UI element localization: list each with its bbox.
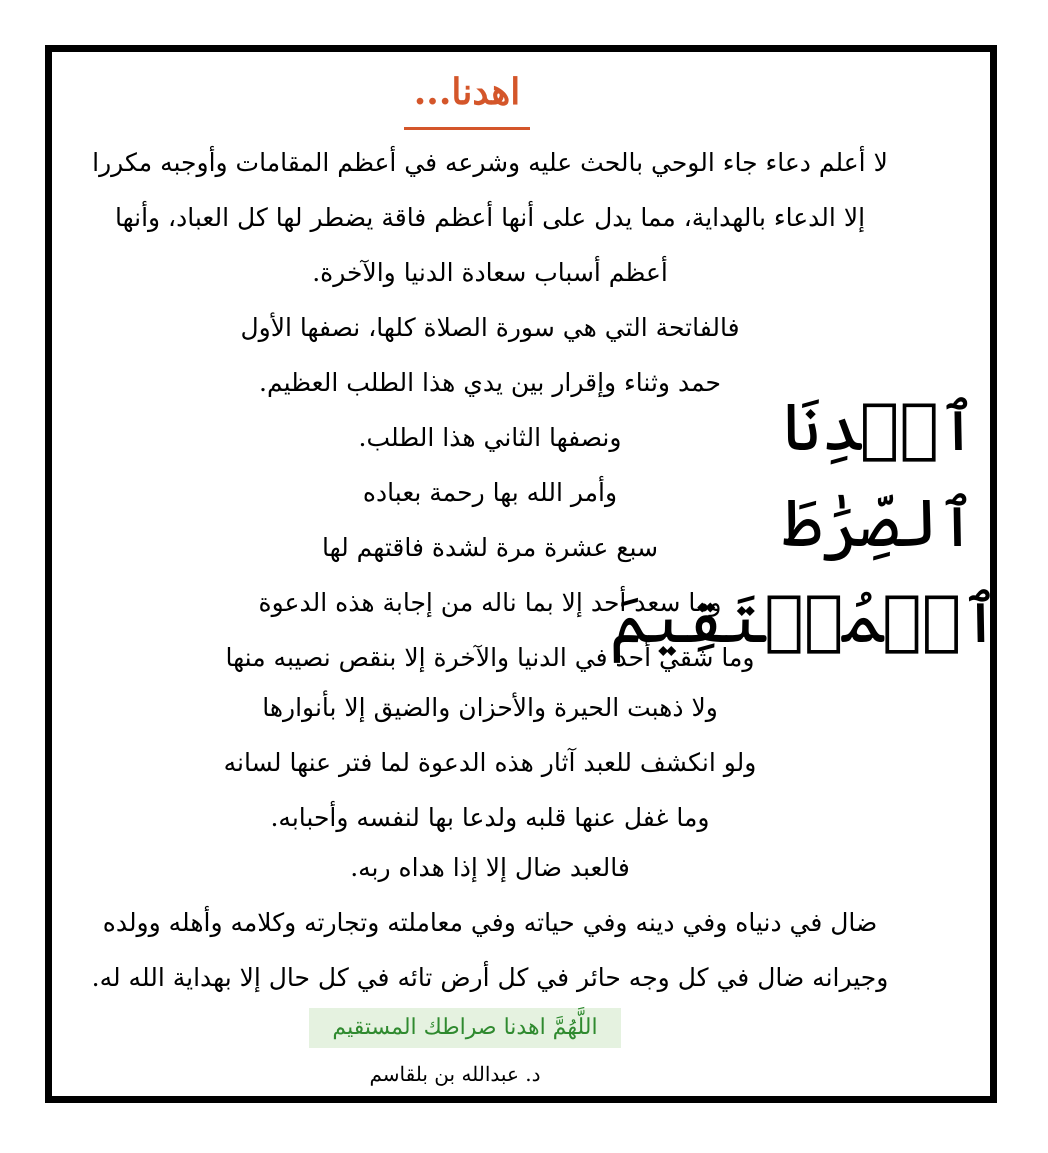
author-name: د. عبدالله بن بلقاسم bbox=[369, 1062, 541, 1086]
calligraphy-verse bbox=[609, 380, 1000, 668]
text-line: ولو انكشف للعبد آثار هذه الدعوة لما فتر عنها لسانه bbox=[223, 748, 757, 777]
text-line: سبع عشرة مرة لشدة فاقتهم لها bbox=[321, 533, 659, 562]
page-title: اهدنا... bbox=[413, 71, 521, 113]
text-line: ولا ذهبت الحيرة والأحزان والضيق إلا بأنوارها bbox=[262, 693, 718, 722]
text-line: فالفاتحة التي هي سورة الصلاة كلها، نصفها الأول bbox=[240, 313, 740, 342]
text-line: وما سعد أحد إلا بما ناله من إجابة هذه الدعوة bbox=[258, 588, 722, 617]
text-line: إلا الدعاء بالهداية، مما يدل على أنها أعظم فاقة يضطر لها كل العباد، وأنها bbox=[114, 203, 866, 232]
text-line: لا أعلم دعاء جاء الوحي بالحث عليه وشرعه في أعظم المقامات وأوجبه مكررا bbox=[92, 148, 888, 177]
text-line: وأمر الله بها رحمة بعباده bbox=[362, 478, 618, 507]
calligraphy-line: ٱلۡمُسۡتَقِيمَ bbox=[609, 581, 1000, 658]
text-line: وجيرانه ضال في كل وجه حائر في كل أرض تائه في كل حال إلا بهداية الله له. bbox=[91, 963, 889, 992]
text-line: ونصفها الثاني هذا الطلب. bbox=[358, 423, 622, 452]
text-line: ضال في دنياه وفي دينه وفي حياته وفي معاملته وتجارته وكلامه وأهله وولده bbox=[102, 908, 878, 937]
text-line: وما غفل عنها قلبه ولدعا بها لنفسه وأحبابه. bbox=[270, 803, 710, 832]
title-underline bbox=[404, 127, 530, 130]
calligraphy-line: ٱلصِّرَٰطَ bbox=[783, 485, 977, 562]
text-line: فالعبد ضال إلا إذا هداه ربه. bbox=[350, 853, 630, 882]
text-line: وما شقي أحد في الدنيا والآخرة إلا بنقص نصيبه منها bbox=[225, 643, 755, 672]
dua-highlight: اللَّهُمَّ اهدنا صراطك المستقيم bbox=[309, 1008, 621, 1048]
text-line: حمد وثناء وإقرار بين يدي هذا الطلب العظيم. bbox=[259, 368, 721, 397]
calligraphy-line: ٱهۡدِنَا bbox=[782, 389, 978, 466]
text-line: أعظم أسباب سعادة الدنيا والآخرة. bbox=[312, 258, 668, 287]
